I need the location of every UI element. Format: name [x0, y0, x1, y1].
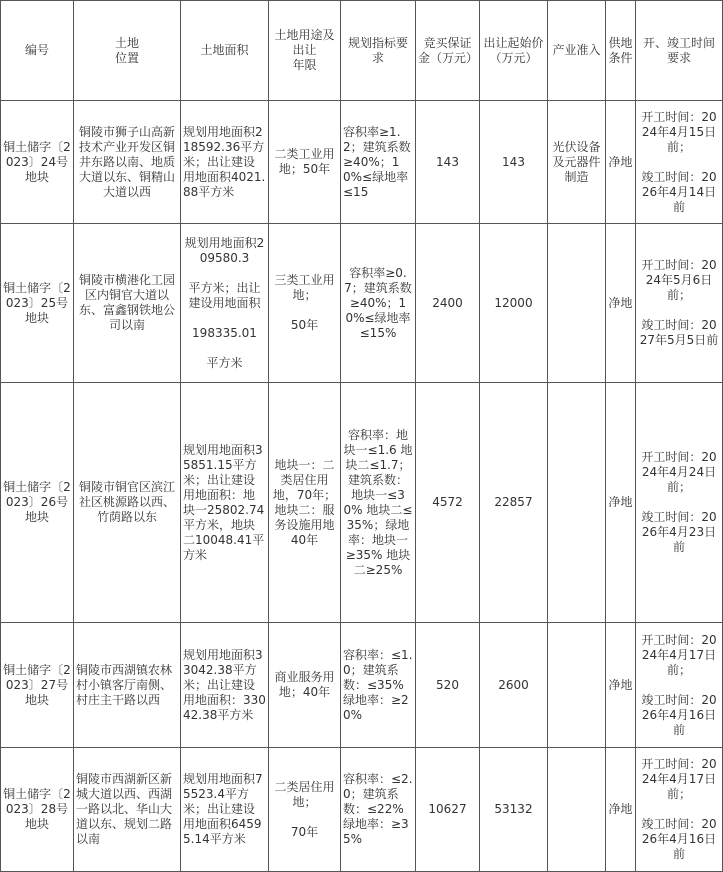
header-industry: 产业准入 [548, 1, 606, 101]
cell-industry [548, 224, 606, 383]
cell-id: 铜土储字〔2023〕24号地块 [1, 101, 74, 224]
cell-id: 铜土储字〔2023〕28号地块 [1, 748, 74, 872]
header-time: 开、竣工时间要求 [636, 1, 723, 101]
cell-area: 规划用地面积33042.38平方米；出让建设用地面积：33042.38平方米 [181, 623, 269, 748]
cell-condition: 净地 [606, 623, 636, 748]
cell-indicators: 容积率：≤2.0；建筑系数：≤22% 绿地率：≥35% [341, 748, 416, 872]
cell-indicators: 容积率：≤1.0；建筑系数：≤35% 绿地率：≥20% [341, 623, 416, 748]
cell-industry [548, 623, 606, 748]
cell-area: 规划用地面积218592.36平方米；出让建设用地面积4021.88平方米 [181, 101, 269, 224]
cell-condition: 净地 [606, 383, 636, 623]
cell-use: 商业服务用地；40年 [269, 623, 341, 748]
cell-use: 二类工业用地；50年 [269, 101, 341, 224]
cell-time: 开工时间：2024年4月17日前； 竣工时间：2026年4月16日前 [636, 623, 723, 748]
cell-price: 22857 [480, 383, 548, 623]
cell-price: 143 [480, 101, 548, 224]
cell-location: 铜陵市西湖镇农林村小镇客厅南侧、村庄主干路以西 [74, 623, 181, 748]
cell-area: 规划用地面积35851.15平方米；出让建设用地面积：地块一25802.74平方米，地块二10048.41平方米 [181, 383, 269, 623]
header-use: 土地用途及出让 年限 [269, 1, 341, 101]
header-id: 编号 [1, 1, 74, 101]
table-row [1, 224, 723, 383]
cell-price: 53132 [480, 748, 548, 872]
cell-id: 铜土储字〔2023〕25号地块 [1, 224, 74, 383]
cell-condition: 净地 [606, 224, 636, 383]
cell-time: 开工时间：2024年4月17日前； 竣工时间：2026年4月16日前 [636, 748, 723, 872]
header-price: 出让起始价（万元） [480, 1, 548, 101]
cell-deposit: 10627 [416, 748, 480, 872]
cell-indicators: 容积率≥1.2；建筑系数≥40%；10%≤绿地率≤15 [341, 101, 416, 224]
cell-indicators: 容积率：地块一≤1.6 地块二≤1.7；建筑系数：地块一≤30% 地块二≤35%；绿地率：地块一≥35% 地块二≥25% [341, 383, 416, 623]
cell-deposit: 143 [416, 101, 480, 224]
header-row [1, 1, 723, 101]
cell-location: 铜陵市西湖新区新城大道以西、西湖一路以北、华山大道以东、规划二路以南 [74, 748, 181, 872]
cell-id: 铜土储字〔2023〕26号地块 [1, 383, 74, 623]
header-indicators: 规划指标要求 [341, 1, 416, 101]
table-row [1, 748, 723, 872]
cell-price: 2600 [480, 623, 548, 748]
cell-industry: 光伏设备及元器件制造 [548, 101, 606, 224]
cell-time: 开工时间：2024年4月15日前； 竣工时间：2026年4月14日前 [636, 101, 723, 224]
cell-deposit: 2400 [416, 224, 480, 383]
cell-price: 12000 [480, 224, 548, 383]
cell-location: 铜陵市铜官区滨江社区桃源路以西、竹荫路以东 [74, 383, 181, 623]
header-deposit: 竞买保证金（万元） [416, 1, 480, 101]
cell-location: 铜陵市狮子山高新技术产业开发区铜井东路以南、地质大道以东、铜精山大道以西 [74, 101, 181, 224]
cell-time: 开工时间：2024年5月6日前； 竣工时间：2027年5月5日前 [636, 224, 723, 383]
cell-deposit: 520 [416, 623, 480, 748]
table-row [1, 101, 723, 224]
cell-area: 规划用地面积75523.4平方米；出让建设用地面积64595.14平方米 [181, 748, 269, 872]
cell-use: 地块一：二类居住用地，70年；地块二：服务设施用地 40年 [269, 383, 341, 623]
cell-industry [548, 383, 606, 623]
cell-industry [548, 748, 606, 872]
cell-area: 规划用地面积209580.3 平方米；出让建设用地面积 198335.01 平方米 [181, 224, 269, 383]
header-area: 土地面积 [181, 1, 269, 101]
cell-id: 铜土储字〔2023〕27号地块 [1, 623, 74, 748]
header-condition: 供地条件 [606, 1, 636, 101]
cell-location: 铜陵市横港化工园区内铜官大道以东、富鑫钢铁地公司以南 [74, 224, 181, 383]
cell-indicators: 容积率≥0.7；建筑系数≥40%；10%≤绿地率≤15% [341, 224, 416, 383]
cell-condition: 净地 [606, 101, 636, 224]
cell-use: 二类居住用地； 70年 [269, 748, 341, 872]
table-row [1, 383, 723, 623]
cell-condition: 净地 [606, 748, 636, 872]
header-location: 土地 位置 [74, 1, 181, 101]
table-row [1, 623, 723, 748]
cell-use: 三类工业用地； 50年 [269, 224, 341, 383]
cell-time: 开工时间：2024年4月24日前； 竣工时间：2026年4月23日前 [636, 383, 723, 623]
cell-deposit: 4572 [416, 383, 480, 623]
